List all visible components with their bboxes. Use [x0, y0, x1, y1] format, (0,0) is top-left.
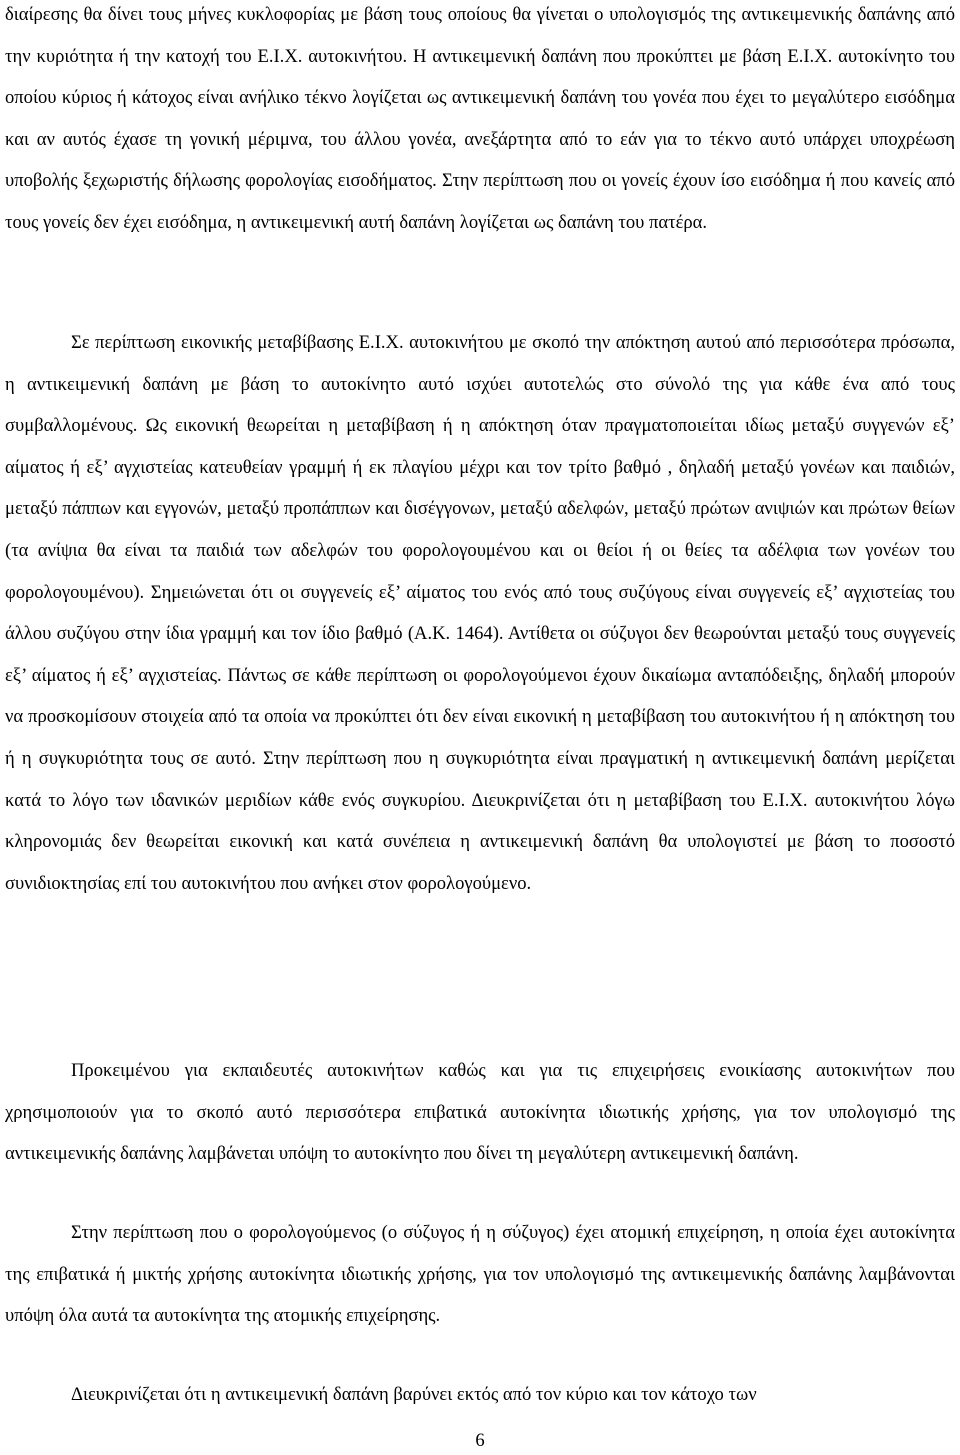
paragraph-sole-proprietorship: Στην περίπτωση που ο φορολογούμενος (ο σύζυγος ή η σύζυγος) έχει ατομική επιχείρηση, η οποία έχει αυτοκίνητα της επιβατικά ή μικτής χρήσης αυτοκίνητα ιδιωτικής χρήσης, για τον υπολογισμό της αντικειμενικής δαπάνης λαμβάνονται υπόψη όλα αυτά τα αυτοκίνητα της ατομικής επιχείρησης. [5, 1222, 955, 1327]
paragraph-minor-child-vehicle: διαίρεσης θα δίνει τους μήνες κυκλοφορίας με βάση τους οποίους θα γίνεται ο υπολογισμός της αντικειμενικής δαπάνης από την κυριότητα ή την κατοχή του Ε.Ι.Χ. αυτοκινήτου. Η αντικειμενική δαπάνη που προκύπτει με βάση Ε.Ι.Χ. αυτοκίνητο του οποίου κύριος ή κάτοχος είναι ανήλικο τέκνο λογίζεται ως αντικειμενική δαπάνη του γονέα που έχει το μεγαλύτερο εισόδημα και αν αυτός έχασε τη γονική μέριμνα, του άλλου γονέα, ανεξάρτητα από το εάν για το τέκνο αυτό υπάρχει υποχρέωση υποβολής ξεχωριστής δήλωσης φορολογίας εισοδήματος. Στην περίπτωση που οι γονείς έχουν ίσο εισόδημα ή που κανείς από τους γονείς δεν έχει εισόδημα, η αντικειμενική αυτή δαπάνη λογίζεται ως δαπάνη του πατέρα. [5, 4, 955, 233]
paragraph-driving-instructors-rentals: Προκειμένου για εκπαιδευτές αυτοκινήτων καθώς και για τις επιχειρήσεις ενοικίασης αυτοκινήτων που χρησιμοποιούν για το σκοπό αυτό περισσότερα επιβατικά αυτοκίνητα ιδιωτικής χρήσης, για τον υπολογισμό της αντικειμενικής δαπάνης λαμβάνεται υπόψη το αυτοκίνητο που δίνει τη μεγαλύτερη αντικειμενική δαπάνη. [5, 1060, 955, 1165]
paragraph-clarification: Διευκρινίζεται ότι η αντικειμενική δαπάνη βαρύνει εκτός από τον κύριο και τον κάτοχο των [71, 1384, 757, 1405]
paragraph-fictitious-transfer: Σε περίπτωση εικονικής μεταβίβασης Ε.Ι.Χ. αυτοκινήτου με σκοπό την απόκτηση αυτού από περισσότερα πρόσωπα, η αντικειμενική δαπάνη με βάση το αυτοκίνητο αυτό ισχύει αυτοτελώς στο σύνολό της για κάθε ένα από τους συμβαλλομένους. Ως εικονική θεωρείται η μεταβίβαση ή η απόκτηση όταν πραγματοποιείται ιδίως μεταξύ συγγενών εξ’ αίματος ή εξ’ αγχιστείας κατευθείαν γραμμή ή εκ πλαγίου μέχρι και τον τρίτο βαθμό , δηλαδή μεταξύ γονέων και παιδιών, μεταξύ πάππων και εγγονών, μεταξύ προπάππων και δισέγγονων, μεταξύ αδελφών, μεταξύ πρώτων ανιψιών και πρώτων θείων (τα ανίψια θα είναι τα παιδιά των αδελφών του φορολογουμένου και οι θείοι ή οι θείες τα αδέλφια των γονέων του φορολογουμένου). Σημειώνεται ότι οι συγγενείς εξ’ αίματος του ενός από τους συζύγους είναι συγγενείς εξ’ αγχιστείας του άλλου συζύγου στην ίδια γραμμή και τον ίδιο βαθμό (Α.Κ. 1464). Αντίθετα οι σύζυγοι δεν θεωρούνται μεταξύ τους συγγενείς εξ’ αίματος ή εξ’ αγχιστείας. Πάντως σε κάθε περίπτωση οι φορολογούμενοι έχουν δικαίωμα ανταπόδειξης, δηλαδή μπορούν να προσκομίσουν στοιχεία από τα οποία να προκύπτει ότι δεν είναι εικονική η μεταβίβαση του αυτοκινήτου ή η απόκτηση του ή η συγκυριότητα τους σε αυτό. Στην περίπτωση που η συγκυριότητα είναι πραγματική η αντικειμενική δαπάνη μερίζεται κατά το λόγο των ιδανικών μεριδίων κάθε ενός συγκυρίου. Διευκρινίζεται ότι η μεταβίβαση του Ε.Ι.Χ. αυτοκινήτου λόγω κληρονομιάς δεν θεωρείται εικονική και κατά συνέπεια η αντικειμενική δαπάνη θα υπολογιστεί με βάση το ποσοστό συνιδιοκτησίας επί του αυτοκινήτου που ανήκει στον φορολογούμενο. [5, 332, 955, 894]
page-number: 6 [475, 1430, 485, 1451]
